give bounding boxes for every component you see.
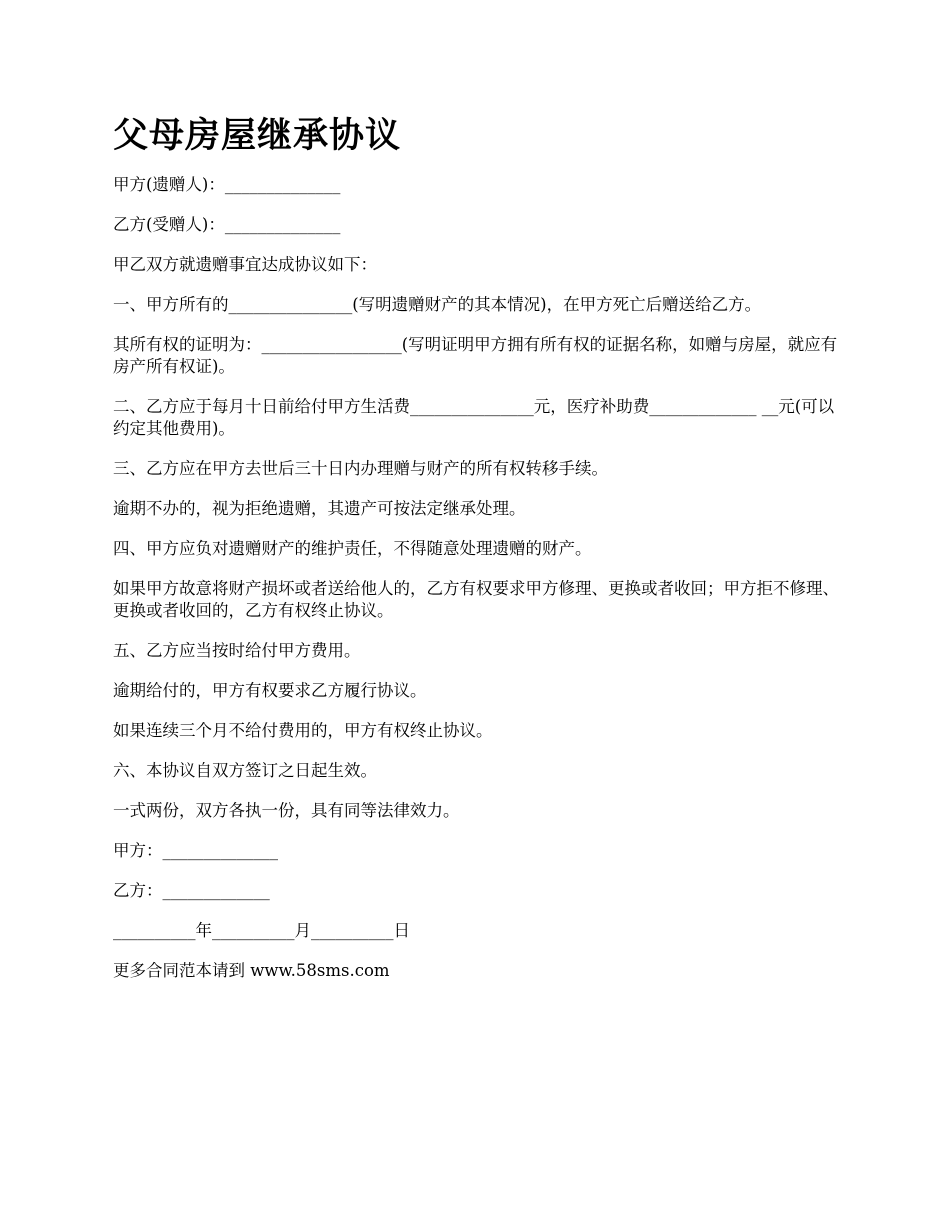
clause-3: 三、乙方应在甲方去世后三十日内办理赠与财产的所有权转移手续。 xyxy=(113,459,608,478)
signature-party-a: 甲方：______________ xyxy=(113,841,278,860)
clause-1: 一、甲方所有的_______________(写明遗赠财产的其本情况)，在甲方死亡后赠送给乙方。 xyxy=(113,295,762,314)
clause-5-note-1: 逾期给付的，甲方有权要求乙方履行协议。 xyxy=(113,681,427,700)
footer-note: 更多合同范本请到 www.58sms.com xyxy=(113,961,390,980)
signature-party-b: 乙方：_____________ xyxy=(113,881,270,900)
ownership-proof: 其所有权的证明为：_________________(写明证明甲方拥有所有权的证据名称，如赠与房屋，就应有房产所有权证)。 xyxy=(113,335,838,376)
clause-4: 四、甲方应负对遗赠财产的维护责任，不得随意处理遗赠的财产。 xyxy=(113,539,592,558)
document-title: 父母房屋继承协议 xyxy=(113,116,402,156)
party-a-line: 甲方(遗赠人)：______________ xyxy=(113,175,341,194)
clause-2: 二、乙方应于每月十日前给付甲方生活费_______________元，医疗补助费_____________ __元(可以约定其他费用)。 xyxy=(113,397,835,438)
clause-3-note: 逾期不办的，视为拒绝遗赠，其遗产可按法定继承处理。 xyxy=(113,499,526,518)
clause-4-note: 如果甲方故意将财产损坏或者送给他人的，乙方有权要求甲方修理、更换或者收回；甲方拒不修理、更换或者收回的，乙方有权终止协议。 xyxy=(113,579,839,620)
agreement-intro: 甲乙双方就遗赠事宜达成协议如下： xyxy=(113,255,377,274)
clause-6: 六、本协议自双方签订之日起生效。 xyxy=(113,761,377,780)
copies-note: 一式两份，双方各执一份，具有同等法律效力。 xyxy=(113,801,460,820)
party-b-line: 乙方(受赠人)：______________ xyxy=(113,215,341,234)
clause-5-note-2: 如果连续三个月不给付费用的，甲方有权终止协议。 xyxy=(113,721,493,740)
clause-5: 五、乙方应当按时给付甲方费用。 xyxy=(113,641,361,660)
signature-date: __________年__________月__________日 xyxy=(113,921,410,940)
document-page xyxy=(113,112,843,1000)
